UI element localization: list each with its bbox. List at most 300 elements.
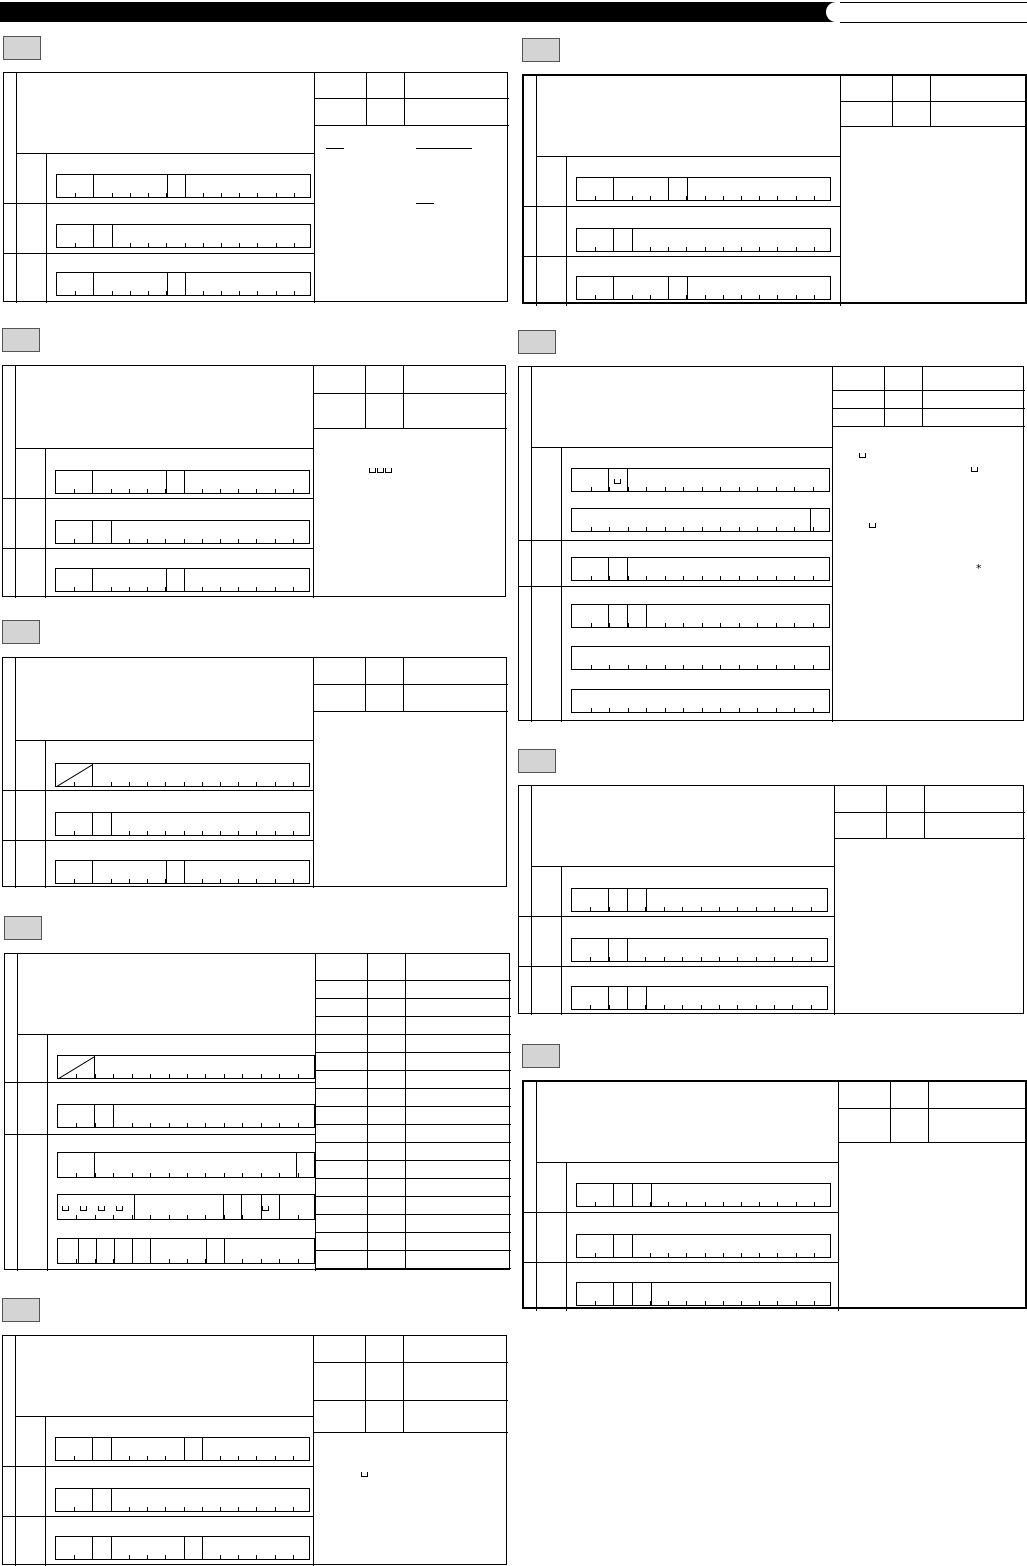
diagonal-slash bbox=[58, 1056, 94, 1080]
table-col-line bbox=[365, 366, 366, 428]
label-column-line bbox=[45, 1416, 46, 1566]
field-tick bbox=[187, 1173, 188, 1177]
field-tick bbox=[238, 1555, 239, 1559]
field-tick bbox=[686, 1253, 687, 1257]
field-tick bbox=[113, 1173, 114, 1177]
field-tick bbox=[609, 1005, 610, 1009]
field-tick bbox=[224, 1173, 225, 1177]
field-tick bbox=[756, 1005, 757, 1009]
field-tick bbox=[202, 782, 203, 786]
label-column-line bbox=[45, 740, 46, 888]
table-row-line bbox=[315, 980, 511, 981]
field-divider bbox=[96, 1239, 97, 1263]
field-tick bbox=[701, 907, 702, 911]
table-row-line bbox=[313, 393, 507, 394]
table-col-line bbox=[367, 954, 368, 1268]
field-tick bbox=[205, 1074, 206, 1078]
record-section bbox=[518, 366, 1024, 721]
field-tick bbox=[202, 1456, 203, 1460]
field-tick bbox=[148, 193, 149, 197]
entry-field bbox=[571, 689, 830, 713]
field-tick bbox=[202, 539, 203, 543]
field-tick bbox=[650, 295, 651, 299]
field-tick bbox=[76, 1259, 77, 1263]
field-tick bbox=[686, 1202, 687, 1206]
field-tick bbox=[150, 1074, 151, 1078]
field-tick bbox=[279, 1173, 280, 1177]
table-row-line bbox=[834, 838, 1025, 839]
field-tick bbox=[202, 489, 203, 493]
field-tick bbox=[757, 708, 758, 712]
field-tick bbox=[702, 527, 703, 531]
field-tick bbox=[609, 665, 610, 669]
field-tick bbox=[665, 708, 666, 712]
field-tick bbox=[792, 957, 793, 961]
field-tick bbox=[238, 539, 239, 543]
entry-field bbox=[571, 938, 828, 962]
row-line bbox=[519, 540, 832, 541]
entry-field bbox=[571, 888, 828, 912]
field-tick bbox=[792, 907, 793, 911]
field-tick bbox=[294, 193, 295, 197]
field-tick bbox=[187, 1215, 188, 1219]
entry-field bbox=[56, 174, 311, 198]
record-section bbox=[2, 657, 507, 887]
field-tick bbox=[293, 782, 294, 786]
field-tick bbox=[702, 665, 703, 669]
field-tick bbox=[111, 1456, 112, 1460]
field-tick bbox=[130, 193, 131, 197]
field-divider bbox=[114, 1239, 115, 1263]
field-tick bbox=[777, 1253, 778, 1257]
field-tick bbox=[150, 1215, 151, 1219]
field-tick bbox=[719, 1005, 720, 1009]
field-tick bbox=[645, 1005, 646, 1009]
field-tick bbox=[184, 1507, 185, 1511]
field-tick bbox=[95, 1173, 96, 1177]
field-tick bbox=[757, 665, 758, 669]
field-tick bbox=[814, 1301, 815, 1305]
space-symbol bbox=[859, 453, 866, 458]
field-tick bbox=[92, 1456, 93, 1460]
row-line bbox=[524, 256, 840, 257]
record-section bbox=[518, 785, 1024, 1014]
field-divider bbox=[646, 987, 647, 1009]
field-tick bbox=[613, 247, 614, 251]
field-tick bbox=[646, 623, 647, 627]
field-tick bbox=[741, 295, 742, 299]
field-tick bbox=[185, 291, 186, 295]
field-tick bbox=[239, 291, 240, 295]
field-tick bbox=[665, 623, 666, 627]
field-tick bbox=[777, 1202, 778, 1206]
field-tick bbox=[796, 196, 797, 200]
section-tab bbox=[518, 330, 556, 354]
space-symbol bbox=[80, 1206, 87, 1211]
entry-field bbox=[55, 568, 310, 592]
left-margin-line bbox=[536, 1082, 537, 1311]
field-tick bbox=[275, 1555, 276, 1559]
column-divider bbox=[834, 786, 835, 1015]
field-tick bbox=[686, 1301, 687, 1305]
field-tick bbox=[74, 539, 75, 543]
table-row-line bbox=[315, 1250, 511, 1251]
field-tick bbox=[150, 1173, 151, 1177]
field-tick bbox=[774, 1005, 775, 1009]
field-tick bbox=[92, 587, 93, 591]
field-tick bbox=[147, 879, 148, 883]
field-tick bbox=[298, 1074, 299, 1078]
field-tick bbox=[298, 1259, 299, 1263]
field-tick bbox=[792, 1005, 793, 1009]
field-tick bbox=[298, 1215, 299, 1219]
row-line bbox=[3, 840, 313, 841]
field-tick bbox=[111, 1507, 112, 1511]
table-row-line bbox=[315, 1016, 511, 1017]
entry-field bbox=[571, 468, 830, 492]
row-line bbox=[3, 790, 313, 791]
table-col-line bbox=[884, 367, 885, 426]
field-tick bbox=[595, 1301, 596, 1305]
field-divider bbox=[296, 1153, 297, 1177]
field-tick bbox=[111, 1555, 112, 1559]
field-divider bbox=[687, 277, 688, 299]
field-tick bbox=[646, 665, 647, 669]
field-tick bbox=[595, 247, 596, 251]
table-row-line bbox=[315, 1178, 511, 1179]
table-col-line bbox=[403, 1336, 404, 1432]
field-tick bbox=[705, 295, 706, 299]
field-tick bbox=[261, 1259, 262, 1263]
field-tick bbox=[814, 295, 815, 299]
field-tick bbox=[205, 1123, 206, 1127]
field-tick bbox=[632, 1202, 633, 1206]
field-tick bbox=[646, 527, 647, 531]
field-tick bbox=[720, 708, 721, 712]
field-tick bbox=[202, 1507, 203, 1511]
entry-field bbox=[576, 1234, 831, 1258]
column-divider bbox=[315, 954, 316, 1271]
table-row-line bbox=[315, 1052, 511, 1053]
field-tick bbox=[74, 1456, 75, 1460]
field-tick bbox=[796, 1202, 797, 1206]
field-tick bbox=[595, 295, 596, 299]
field-tick bbox=[112, 243, 113, 247]
field-tick bbox=[609, 957, 610, 961]
field-tick bbox=[686, 295, 687, 299]
field-tick bbox=[238, 587, 239, 591]
field-tick bbox=[224, 1123, 225, 1127]
table-row-line bbox=[315, 998, 511, 999]
entry-field bbox=[576, 276, 831, 300]
field-tick bbox=[205, 1173, 206, 1177]
table-row-line bbox=[313, 1400, 508, 1401]
field-tick bbox=[256, 539, 257, 543]
table-row-line bbox=[315, 1088, 511, 1089]
field-tick bbox=[632, 1301, 633, 1305]
row-line bbox=[3, 1516, 313, 1517]
field-tick bbox=[595, 1202, 596, 1206]
field-tick bbox=[705, 1202, 706, 1206]
field-tick bbox=[95, 1259, 96, 1263]
field-tick bbox=[774, 957, 775, 961]
space-symbol bbox=[369, 468, 376, 473]
field-tick bbox=[256, 831, 257, 835]
field-tick bbox=[627, 907, 628, 911]
field-tick bbox=[737, 1005, 738, 1009]
row-line bbox=[524, 1262, 838, 1263]
field-tick bbox=[147, 782, 148, 786]
field-tick bbox=[275, 879, 276, 883]
field-tick bbox=[275, 1507, 276, 1511]
section-tab bbox=[2, 620, 40, 644]
field-tick bbox=[166, 243, 167, 247]
field-tick bbox=[702, 623, 703, 627]
field-tick bbox=[719, 907, 720, 911]
field-tick bbox=[794, 576, 795, 580]
field-tick bbox=[628, 527, 629, 531]
table-col-line bbox=[365, 1336, 366, 1432]
column-divider bbox=[313, 1336, 314, 1566]
field-tick bbox=[93, 193, 94, 197]
field-tick bbox=[813, 576, 814, 580]
space-symbol bbox=[98, 1206, 105, 1211]
field-tick bbox=[184, 1456, 185, 1460]
field-tick bbox=[129, 831, 130, 835]
field-divider bbox=[167, 273, 168, 295]
field-tick bbox=[129, 1555, 130, 1559]
table-col-line bbox=[405, 954, 406, 1268]
row-line bbox=[4, 203, 314, 204]
table-col-line bbox=[403, 366, 404, 428]
field-tick bbox=[238, 879, 239, 883]
column-divider bbox=[313, 366, 314, 598]
field-tick bbox=[759, 295, 760, 299]
table-col-line bbox=[403, 658, 404, 711]
field-tick bbox=[148, 243, 149, 247]
table-row-line bbox=[313, 1432, 508, 1433]
field-tick bbox=[220, 831, 221, 835]
table-row-line bbox=[315, 1070, 511, 1071]
field-tick bbox=[794, 527, 795, 531]
space-symbol bbox=[62, 1206, 69, 1211]
entry-field bbox=[571, 557, 830, 581]
section-tab bbox=[3, 36, 41, 60]
field-tick bbox=[279, 1259, 280, 1263]
field-tick bbox=[591, 708, 592, 712]
field-tick bbox=[279, 1215, 280, 1219]
field-tick bbox=[166, 193, 167, 197]
row-line bbox=[15, 448, 313, 449]
field-tick bbox=[261, 1173, 262, 1177]
field-tick bbox=[705, 196, 706, 200]
field-tick bbox=[129, 1456, 130, 1460]
field-tick bbox=[165, 1507, 166, 1511]
field-tick bbox=[759, 1301, 760, 1305]
field-tick bbox=[739, 576, 740, 580]
field-tick bbox=[813, 708, 814, 712]
table-row-line bbox=[313, 684, 508, 685]
field-tick bbox=[184, 879, 185, 883]
table-col-line bbox=[892, 76, 893, 126]
field-divider bbox=[646, 889, 647, 911]
left-margin-line bbox=[16, 73, 17, 303]
section-tab bbox=[2, 1298, 40, 1322]
field-tick bbox=[129, 879, 130, 883]
field-tick bbox=[293, 587, 294, 591]
field-tick bbox=[221, 243, 222, 247]
space-symbol bbox=[262, 1206, 269, 1211]
label-column-line bbox=[561, 866, 562, 1015]
field-tick bbox=[777, 1301, 778, 1305]
row-line bbox=[4, 253, 314, 254]
field-tick bbox=[293, 1507, 294, 1511]
left-margin-line bbox=[531, 786, 532, 1015]
field-tick bbox=[757, 576, 758, 580]
field-tick bbox=[628, 623, 629, 627]
field-tick bbox=[720, 527, 721, 531]
entry-field bbox=[57, 1104, 315, 1128]
underline bbox=[416, 148, 472, 149]
field-tick bbox=[777, 247, 778, 251]
field-tick bbox=[75, 243, 76, 247]
field-tick bbox=[683, 623, 684, 627]
field-tick bbox=[613, 1253, 614, 1257]
section-tab bbox=[4, 916, 42, 940]
field-tick bbox=[202, 1555, 203, 1559]
row-line bbox=[519, 916, 834, 917]
field-tick bbox=[613, 196, 614, 200]
row-line bbox=[5, 1082, 315, 1083]
field-tick bbox=[650, 196, 651, 200]
field-tick bbox=[239, 243, 240, 247]
field-tick bbox=[148, 291, 149, 295]
field-tick bbox=[590, 1005, 591, 1009]
entry-field bbox=[55, 812, 310, 836]
field-tick bbox=[165, 831, 166, 835]
field-tick bbox=[609, 907, 610, 911]
field-tick bbox=[169, 1215, 170, 1219]
field-tick bbox=[682, 907, 683, 911]
field-tick bbox=[719, 957, 720, 961]
label-column-line bbox=[46, 153, 47, 303]
field-tick bbox=[723, 1253, 724, 1257]
table-row-line bbox=[315, 1142, 511, 1143]
field-tick bbox=[813, 623, 814, 627]
field-tick bbox=[256, 1507, 257, 1511]
field-tick bbox=[723, 295, 724, 299]
field-tick bbox=[609, 576, 610, 580]
field-tick bbox=[165, 879, 166, 883]
field-tick bbox=[794, 623, 795, 627]
field-tick bbox=[275, 782, 276, 786]
entry-field bbox=[571, 604, 830, 628]
field-tick bbox=[147, 539, 148, 543]
field-tick bbox=[702, 487, 703, 491]
field-tick bbox=[686, 247, 687, 251]
table-col-line bbox=[366, 73, 367, 125]
field-tick bbox=[814, 1253, 815, 1257]
asterisk-note: * bbox=[976, 562, 982, 575]
field-tick bbox=[701, 1005, 702, 1009]
field-tick bbox=[595, 1253, 596, 1257]
field-tick bbox=[668, 1202, 669, 1206]
field-tick bbox=[777, 295, 778, 299]
field-tick bbox=[683, 487, 684, 491]
table-row-line bbox=[313, 428, 507, 429]
field-tick bbox=[93, 291, 94, 295]
field-tick bbox=[76, 1123, 77, 1127]
field-tick bbox=[113, 1123, 114, 1127]
table-row-line bbox=[315, 1214, 511, 1215]
field-tick bbox=[776, 623, 777, 627]
field-tick bbox=[796, 295, 797, 299]
field-tick bbox=[205, 1215, 206, 1219]
space-symbol bbox=[385, 468, 392, 473]
field-tick bbox=[293, 831, 294, 835]
entry-field bbox=[55, 520, 310, 544]
entry-field bbox=[576, 177, 831, 201]
field-tick bbox=[220, 879, 221, 883]
field-tick bbox=[796, 1301, 797, 1305]
field-tick bbox=[613, 295, 614, 299]
field-tick bbox=[261, 1215, 262, 1219]
field-tick bbox=[609, 623, 610, 627]
field-tick bbox=[650, 247, 651, 251]
field-divider bbox=[166, 569, 167, 591]
field-tick bbox=[203, 193, 204, 197]
entry-field bbox=[576, 228, 831, 252]
field-tick bbox=[650, 1202, 651, 1206]
field-tick bbox=[627, 1005, 628, 1009]
entry-field bbox=[56, 272, 311, 296]
field-tick bbox=[796, 247, 797, 251]
table-col-line bbox=[365, 658, 366, 711]
field-tick bbox=[723, 196, 724, 200]
field-tick bbox=[220, 489, 221, 493]
field-tick bbox=[591, 527, 592, 531]
field-tick bbox=[275, 1456, 276, 1460]
field-tick bbox=[92, 831, 93, 835]
field-tick bbox=[256, 879, 257, 883]
field-tick bbox=[723, 1301, 724, 1305]
row-line bbox=[536, 1162, 838, 1163]
field-tick bbox=[739, 487, 740, 491]
field-tick bbox=[74, 489, 75, 493]
space-symbol bbox=[361, 1472, 368, 1477]
entry-field bbox=[571, 646, 830, 670]
field-tick bbox=[132, 1123, 133, 1127]
field-tick bbox=[257, 243, 258, 247]
field-tick bbox=[777, 196, 778, 200]
table-col-line bbox=[924, 786, 925, 838]
field-tick bbox=[256, 1456, 257, 1460]
header-bar bbox=[0, 2, 840, 22]
field-tick bbox=[741, 1253, 742, 1257]
field-tick bbox=[668, 1301, 669, 1305]
field-tick bbox=[794, 487, 795, 491]
field-tick bbox=[111, 587, 112, 591]
field-tick bbox=[224, 1215, 225, 1219]
field-tick bbox=[111, 879, 112, 883]
field-tick bbox=[668, 247, 669, 251]
field-tick bbox=[166, 291, 167, 295]
field-tick bbox=[150, 1123, 151, 1127]
field-tick bbox=[184, 782, 185, 786]
entry-field bbox=[55, 1536, 310, 1560]
table-row-line bbox=[832, 408, 1025, 409]
field-tick bbox=[165, 539, 166, 543]
